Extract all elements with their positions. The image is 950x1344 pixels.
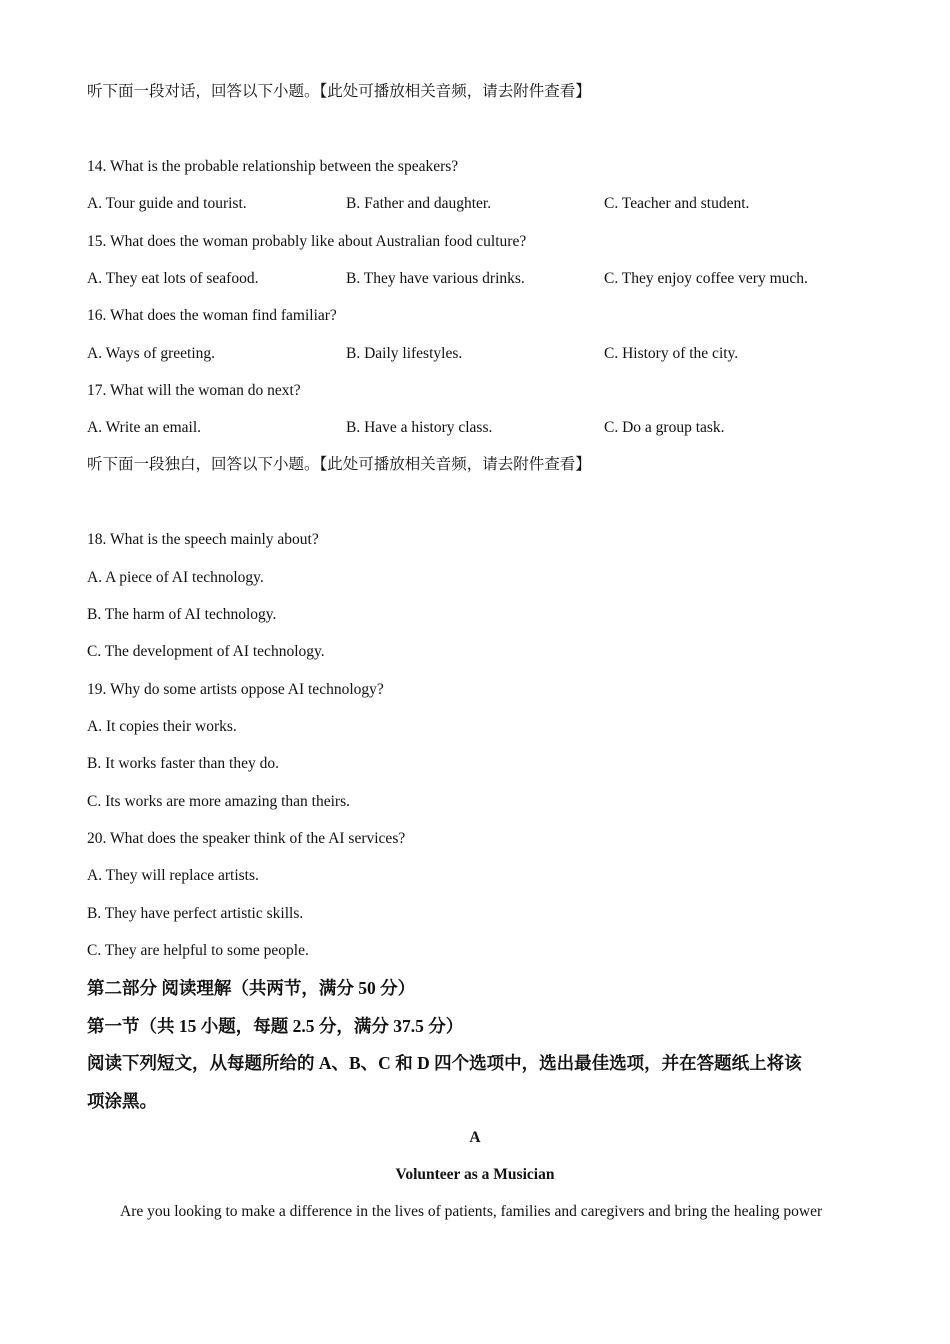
option-a: A. They will replace artists. (87, 867, 259, 884)
question-16: 16. What does the woman find familiar? (87, 307, 337, 324)
instruction-line-1: 阅读下列短文，从每题所给的 A、B、C 和 D 四个选项中，选出最佳选项，并在答题纸上将该 (87, 1053, 802, 1073)
option-b: B. Daily lifestyles. (346, 345, 463, 362)
option-b: B. They have perfect artistic skills. (87, 905, 304, 922)
option-b: B. Father and daughter. (346, 195, 492, 212)
options-14 (0, 194, 950, 214)
option-a: A. Write an email. (87, 419, 202, 436)
option-c: C. They are helpful to some people. (87, 942, 309, 959)
passage-title: Volunteer as a Musician (395, 1166, 555, 1183)
option-c: C. History of the city. (604, 345, 739, 362)
option-c: C. Teacher and student. (604, 195, 750, 212)
dialogue-intro: 听下面一段对话，回答以下小题。【此处可播放相关音频，请去附件查看】 (87, 83, 591, 100)
option-b: B. The harm of AI technology. (87, 606, 277, 623)
question-17: 17. What will the woman do next? (87, 382, 301, 399)
monologue-intro: 听下面一段独白，回答以下小题。【此处可播放相关音频，请去附件查看】 (87, 456, 591, 473)
option-c: C. Its works are more amazing than theirs. (87, 793, 350, 810)
option-b: B. It works faster than they do. (87, 755, 279, 772)
section-heading: 第一节（共 15 小题，每题 2.5 分，满分 37.5 分） (87, 1016, 464, 1036)
options-17 (0, 418, 950, 438)
part-heading: 第二部分 阅读理解（共两节，满分 50 分） (87, 978, 416, 998)
options-16 (0, 344, 950, 364)
option-a: A. Ways of greeting. (87, 345, 216, 362)
option-c: C. Do a group task. (604, 419, 725, 436)
question-14: 14. What is the probable relationship between the speakers? (87, 158, 459, 175)
passage-letter: A (469, 1129, 481, 1146)
question-20: 20. What does the speaker think of the AI services? (87, 830, 406, 847)
option-a: A. Tour guide and tourist. (87, 195, 247, 212)
option-c: C. They enjoy coffee very much. (604, 270, 808, 287)
option-b: B. They have various drinks. (346, 270, 525, 287)
question-18: 18. What is the speech mainly about? (87, 531, 319, 548)
option-a: A. It copies their works. (87, 718, 237, 735)
instruction-line-2: 项涂黑。 (87, 1091, 157, 1111)
option-a: A. A piece of AI technology. (87, 569, 264, 586)
options-15 (0, 269, 950, 289)
option-a: A. They eat lots of seafood. (87, 270, 259, 287)
option-b: B. Have a history class. (346, 419, 493, 436)
question-19: 19. Why do some artists oppose AI technology? (87, 681, 384, 698)
passage-first-line: Are you looking to make a difference in the lives of patients, families and caregivers and bring the healing power (120, 1203, 823, 1220)
question-15: 15. What does the woman probably like about Australian food culture? (87, 233, 527, 250)
option-c: C. The development of AI technology. (87, 643, 325, 660)
